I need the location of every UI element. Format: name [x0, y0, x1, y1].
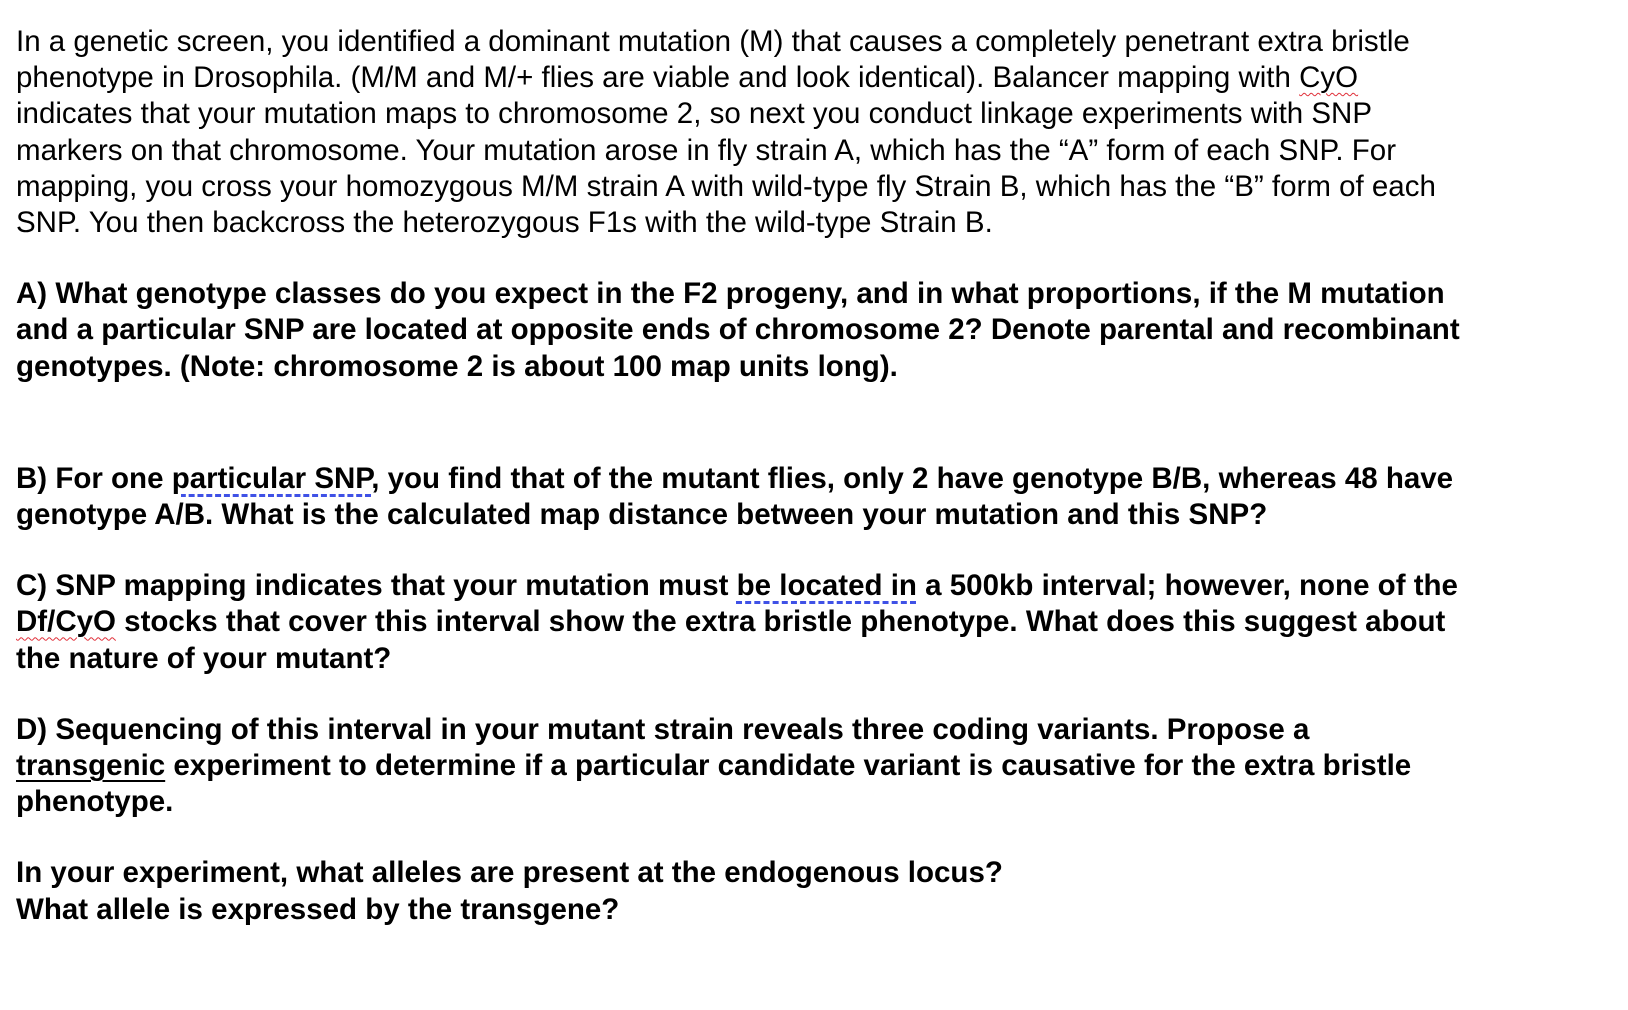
intro-line-6: SNP. You then backcross the heterozygous F1s with the wild-type Strain B.: [16, 206, 993, 240]
question-d: [16, 712, 1616, 821]
spellcheck-word-df-cyo[interactable]: Df/CyO: [16, 605, 116, 639]
intro-line-2-text: phenotype in Drosophila. (M/M and M/+ flies are viable and look identical). Balancer mapping with: [16, 61, 1300, 95]
followup-line-2: What allele is expressed by the transgene?: [16, 892, 620, 926]
question-c-line-1-end: a 500kb interval; however, none of the: [916, 569, 1458, 603]
question-c-line-2-end: stocks that cover this interval show the extra bristle phenotype. What does this suggest about: [115, 605, 1446, 639]
question-d-line-2: [16, 748, 1616, 784]
question-a-line-1: A) What genotype classes do you expect in the F2 progeny, and in what proportions, if the M mutation: [16, 277, 1445, 311]
question-b: [16, 461, 1616, 533]
followup-questions: [16, 855, 1616, 927]
intro-line-4: markers on that chromosome. Your mutation arose in fly strain A, which has the “A” form of each SNP. For: [16, 133, 1397, 167]
intro-line-3: indicates that your mutation maps to chromosome 2, so next you conduct linkage experiments with SNP: [16, 97, 1373, 131]
question-d-line-1: D) Sequencing of this interval in your mutant strain reveals three coding variants. Propose a: [16, 712, 1310, 746]
grammar-flag-be-located-in[interactable]: be located in: [736, 569, 917, 603]
question-b-line-2: genotype A/B. What is the calculated map distance between your mutation and this SNP?: [16, 498, 1268, 532]
intro-line-5: mapping, you cross your homozygous M/M strain A with wild-type fly Strain B, which has the “B” form of each: [16, 169, 1436, 203]
grammar-flag-particular-snp[interactable]: particular SNP: [171, 461, 372, 495]
intro-paragraph: [16, 24, 1616, 241]
followup-line-1: In your experiment, what alleles are present at the endogenous locus?: [16, 856, 1003, 890]
question-c: [16, 568, 1616, 677]
question-c-line-1: [16, 568, 1616, 604]
intro-line-1: In a genetic screen, you identified a dominant mutation (M) that causes a completely penetrant extra bristle: [16, 25, 1410, 58]
intro-line-2: [16, 60, 1616, 96]
question-b-line-1: [16, 461, 1616, 497]
question-b-line-1-end: , you find that of the mutant flies, only 2 have genotype B/B, whereas 48 have: [371, 461, 1454, 495]
question-c-line-3: the nature of your mutant?: [16, 641, 392, 675]
question-a: [16, 276, 1616, 385]
spellcheck-word-cyo[interactable]: CyO: [1299, 61, 1359, 95]
document-body: [16, 24, 1616, 928]
question-c-line-1-start: C) SNP mapping indicates that your mutation must: [16, 569, 737, 603]
question-a-line-2: and a particular SNP are located at opposite ends of chromosome 2? Denote parental and recombinant: [16, 313, 1460, 347]
question-c-line-2: [16, 604, 1616, 640]
question-d-line-2-end: experiment to determine if a particular candidate variant is causative for the extra bristle: [165, 749, 1412, 783]
question-a-line-3: genotypes. (Note: chromosome 2 is about 100 map units long).: [16, 349, 898, 383]
underlined-word-transgenic: transgenic: [16, 749, 166, 783]
question-b-line-1-start: B) For one: [16, 461, 172, 495]
question-d-line-3: phenotype.: [16, 785, 174, 819]
